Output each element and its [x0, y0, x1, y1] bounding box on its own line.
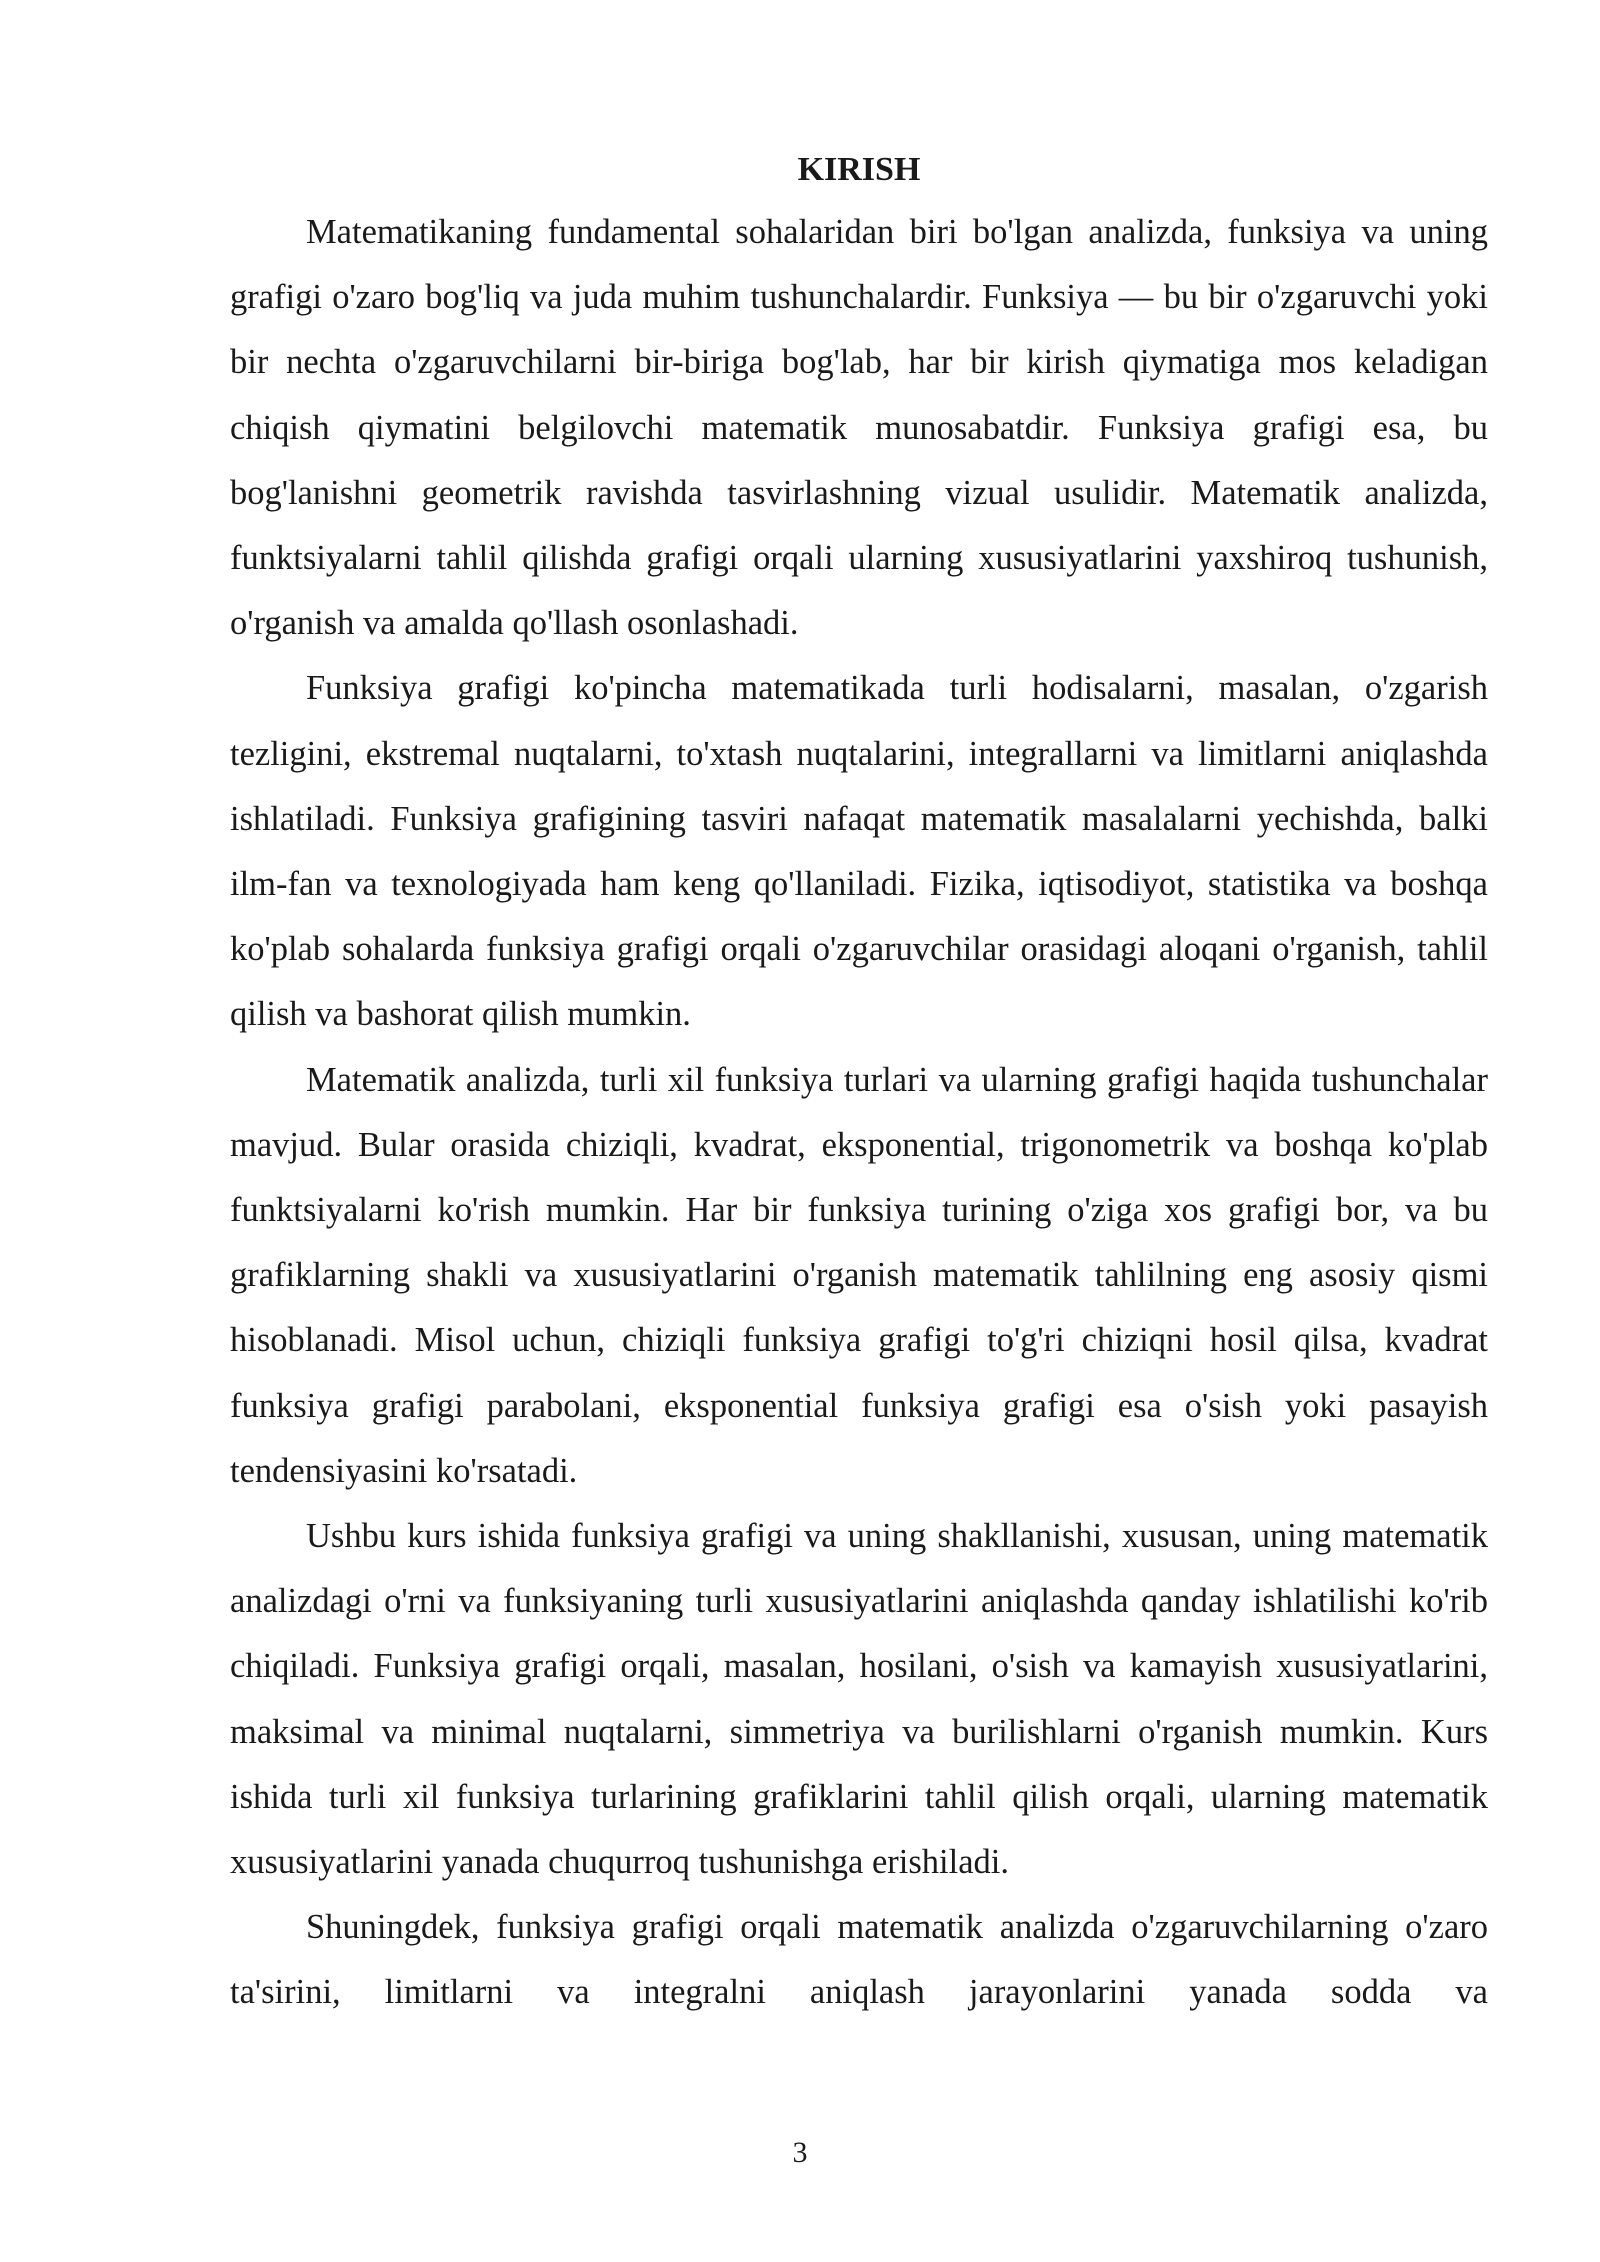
page-number: 3: [792, 2136, 808, 2169]
paragraph-3: Matematik analizda, turli xil funksiya turlari va ularning grafigi haqida tushunchalar mavjud. Bular orasida chiziqli, kvadrat, eksponential, trigonometrik va boshqa ko'plab funktsiyalarni ko'rish mumkin. Har bir funksiya turining o'ziga xos grafigi bor, va bu grafiklarning shakli va xususiyatlarini o'rganish matematik tahlilning eng asosiy qismi hisoblanadi. Misol uchun, chiziqli funksiya grafigi to'g'ri chiziqni hosil qilsa, kvadrat funksiya grafigi parabolani, eksponential funksiya grafigi esa o'sish yoki pasayish tendensiyasini ko'rsatadi.: [230, 1060, 1488, 1490]
paragraph-1: Matematikaning fundamental sohalaridan biri bo'lgan analizda, funksiya va uning grafigi o'zaro bog'liq va juda muhim tushunchalardir. Funksiya — bu bir o'zgaruvchi yoki bir nechta o'zgaruvchilarni bir-biriga bog'lab, har bir kirish qiymatiga mos keladigan chiqish qiymatini belgilovchi matematik munosabatdir. Funksiya grafigi esa, bu bog'lanishni geometrik ravishda tasvirlashning vizual usulidir. Matematik analizda, funktsiyalarni tahlil qilishda grafigi orqali ularning xususiyatlarini yaxshiroq tushunish, o'rganish va amalda qo'llash osonlashadi.: [230, 213, 1488, 643]
page-title: KIRISH: [797, 151, 921, 188]
paragraph-2: Funksiya grafigi ko'pincha matematikada turli hodisalarni, masalan, o'zgarish tezligini, ekstremal nuqtalarni, to'xtash nuqtalarini, integrallarni va limitlarni aniqlashda ishlatiladi. Funksiya grafigining tasviri nafaqat matematik masalalarni yechishda, balki ilm-fan va texnologiyada ham keng qo'llaniladi. Fizika, iqtisodiyot, statistika va boshqa ko'plab sohalarda funksiya grafigi orqali o'zgaruvchilar orasidagi aloqani o'rganish, tahlil qilish va bashorat qilish mumkin.: [230, 669, 1488, 1034]
paragraph-4: Ushbu kurs ishida funksiya grafigi va uning shakllanishi, xususan, uning matematik analizdagi o'rni va funksiyaning turli xususiyatlarini aniqlashda qanday ishlatilishi ko'rib chiqiladi. Funksiya grafigi orqali, masalan, hosilani, o'sish va kamayish xususiyatlarini, maksimal va minimal nuqtalarni, simmetriya va burilishlarni o'rganish mumkin. Kurs ishida turli xil funksiya turlarining grafiklarini tahlil qilish orqali, ularning matematik xususiyatlarini yanada chuqurroq tushunishga erishiladi.: [230, 1517, 1488, 1882]
paragraph-5: Shuningdek, funksiya grafigi orqali matematik analizda o'zgaruvchilarning o'zaro ta'sirini, limitlarni va integralni aniqlash jarayonlarini yanada sodda va: [230, 1908, 1488, 2012]
document-page: [230, 140, 1488, 2026]
